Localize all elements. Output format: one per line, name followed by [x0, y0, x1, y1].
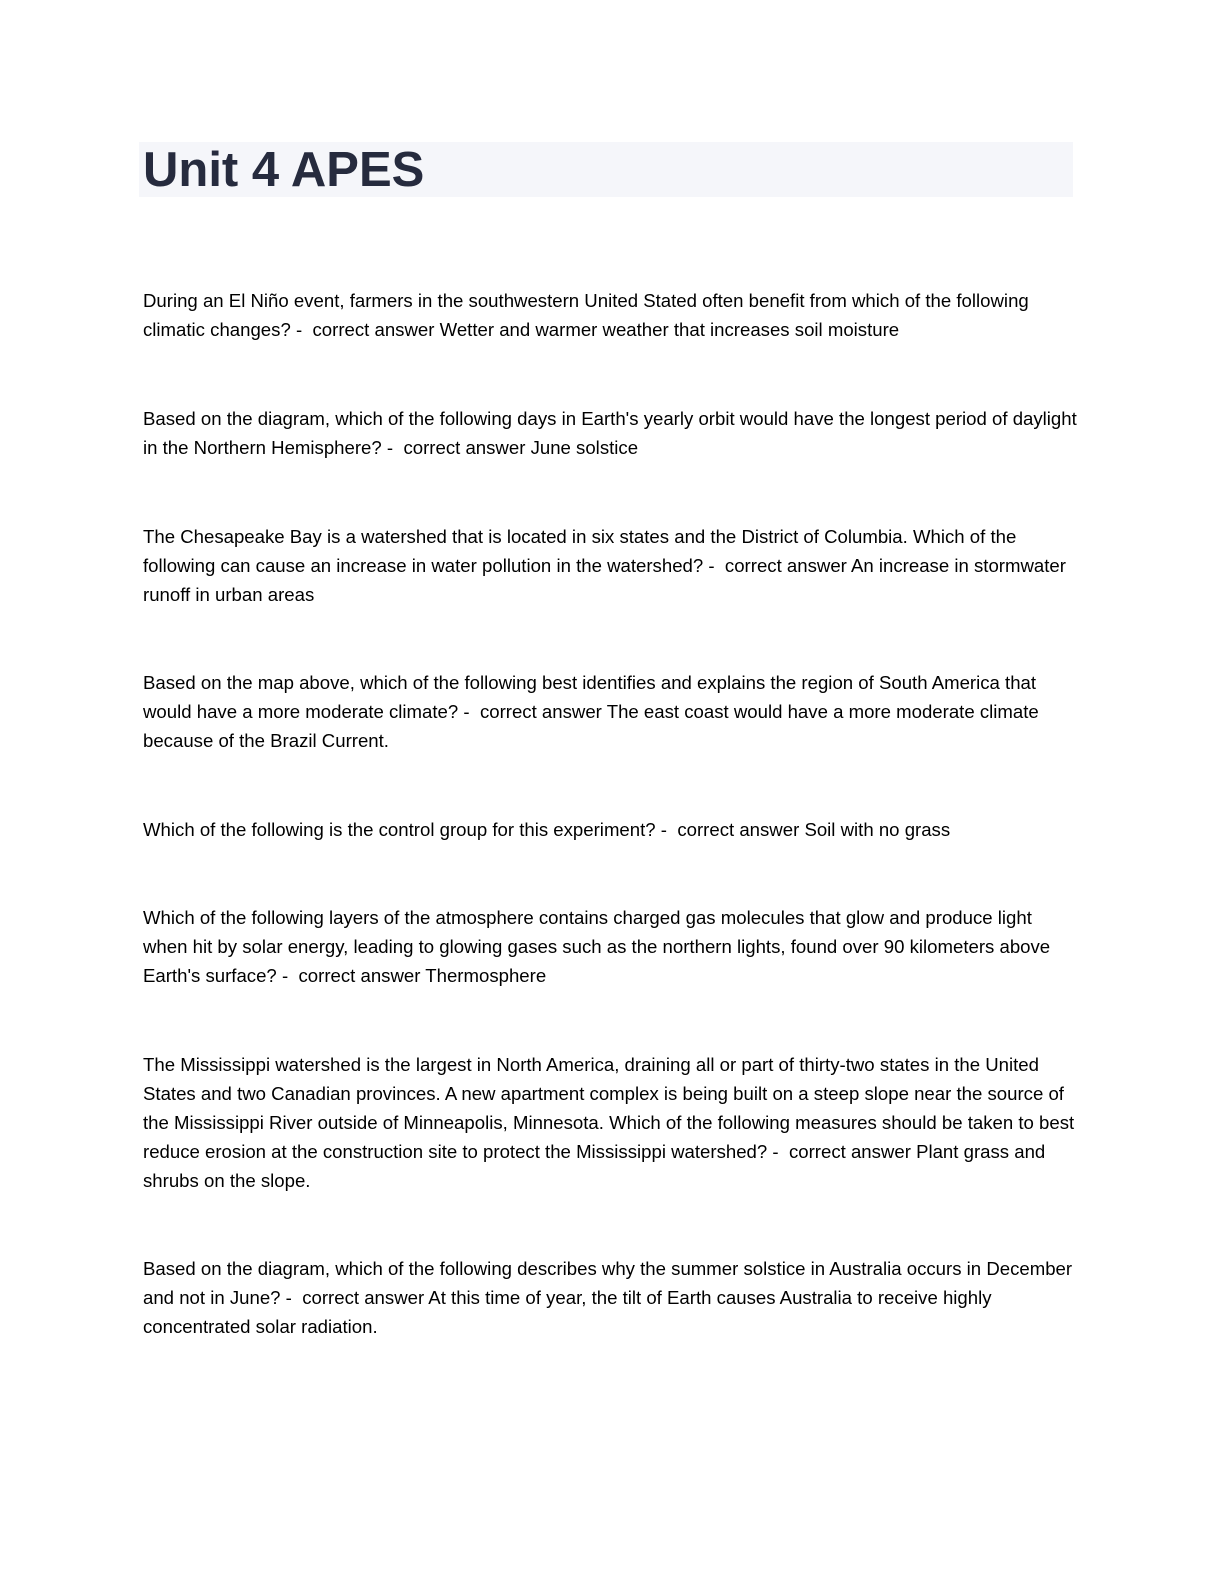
separator: -	[276, 965, 299, 986]
qa-item	[143, 1050, 1078, 1195]
qa-item	[143, 815, 1078, 844]
question-text: Based on the map above, which of the following best identifies and explains the region of South America that would have a more moderate climate?	[143, 672, 1037, 722]
question-text: The Chesapeake Bay is a watershed that is located in six states and the District of Columbia. Which of the following can cause an increase in water pollution in the watershed?	[143, 526, 1017, 576]
answer-text: Plant grass and shrubs on the slope.	[143, 1141, 1046, 1191]
qa-item	[143, 286, 1078, 344]
separator: -	[458, 701, 480, 722]
qa-item	[143, 404, 1078, 462]
answer-label: correct answer	[677, 819, 800, 840]
question-text: The Mississippi watershed is the largest in North America, draining all or part of thirty-two states in the United States and two Canadian provinces. A new apartment complex is being built on a steep slope near the source of the Mississippi River outside of Minneapolis, Minnesota. Which of the following measures should be taken to best reduce erosion at the construction site to protect the Mississippi watershed?	[143, 1054, 1075, 1162]
separator: -	[280, 1287, 303, 1308]
question-text: Which of the following is the control group for this experiment?	[143, 819, 656, 840]
question-text: Which of the following layers of the atmosphere contains charged gas molecules that glow and produce light when hit by solar energy, leading to glowing gases such as the northern lights, found over 90 kilometers above Earth's surface?	[143, 907, 1051, 986]
answer-text: An increase in stormwater runoff in urban areas	[143, 555, 1066, 605]
answer-label: correct answer	[312, 319, 435, 340]
question-text: Based on the diagram, which of the following days in Earth's yearly orbit would have the longest period of daylight in the Northern Hemisphere?	[143, 408, 1077, 458]
page-title: Unit 4 APES	[143, 143, 425, 197]
answer-text: The east coast would have a more moderate climate because of the Brazil Current.	[143, 701, 1039, 751]
answer-text: Wetter and warmer weather that increases soil moisture	[439, 319, 900, 340]
answer-text: Thermosphere	[425, 965, 547, 986]
qa-item	[143, 903, 1078, 990]
answer-text: At this time of year, the tilt of Earth causes Australia to receive highly concentrated solar radiation.	[143, 1287, 992, 1337]
answer-label: correct answer	[302, 1287, 425, 1308]
answer-text: June solstice	[530, 437, 639, 458]
separator: -	[703, 555, 725, 576]
question-text: Based on the diagram, which of the following describes why the summer solstice in Australia occurs in December and not in June?	[143, 1258, 1073, 1308]
separator: -	[655, 819, 678, 840]
separator: -	[381, 437, 404, 458]
answer-label: correct answer	[298, 965, 421, 986]
answer-text: Soil with no grass	[804, 819, 951, 840]
answer-label: correct answer	[788, 1141, 911, 1162]
qa-item	[143, 668, 1078, 755]
separator: -	[767, 1141, 789, 1162]
answer-label: correct answer	[724, 555, 847, 576]
answer-label: correct answer	[479, 701, 602, 722]
separator: -	[290, 319, 313, 340]
qa-item	[143, 522, 1078, 609]
qa-item	[143, 1254, 1078, 1341]
answer-label: correct answer	[403, 437, 526, 458]
question-text: During an El Niño event, farmers in the southwestern United Stated often benefit from which of the following climatic changes?	[143, 290, 1029, 340]
